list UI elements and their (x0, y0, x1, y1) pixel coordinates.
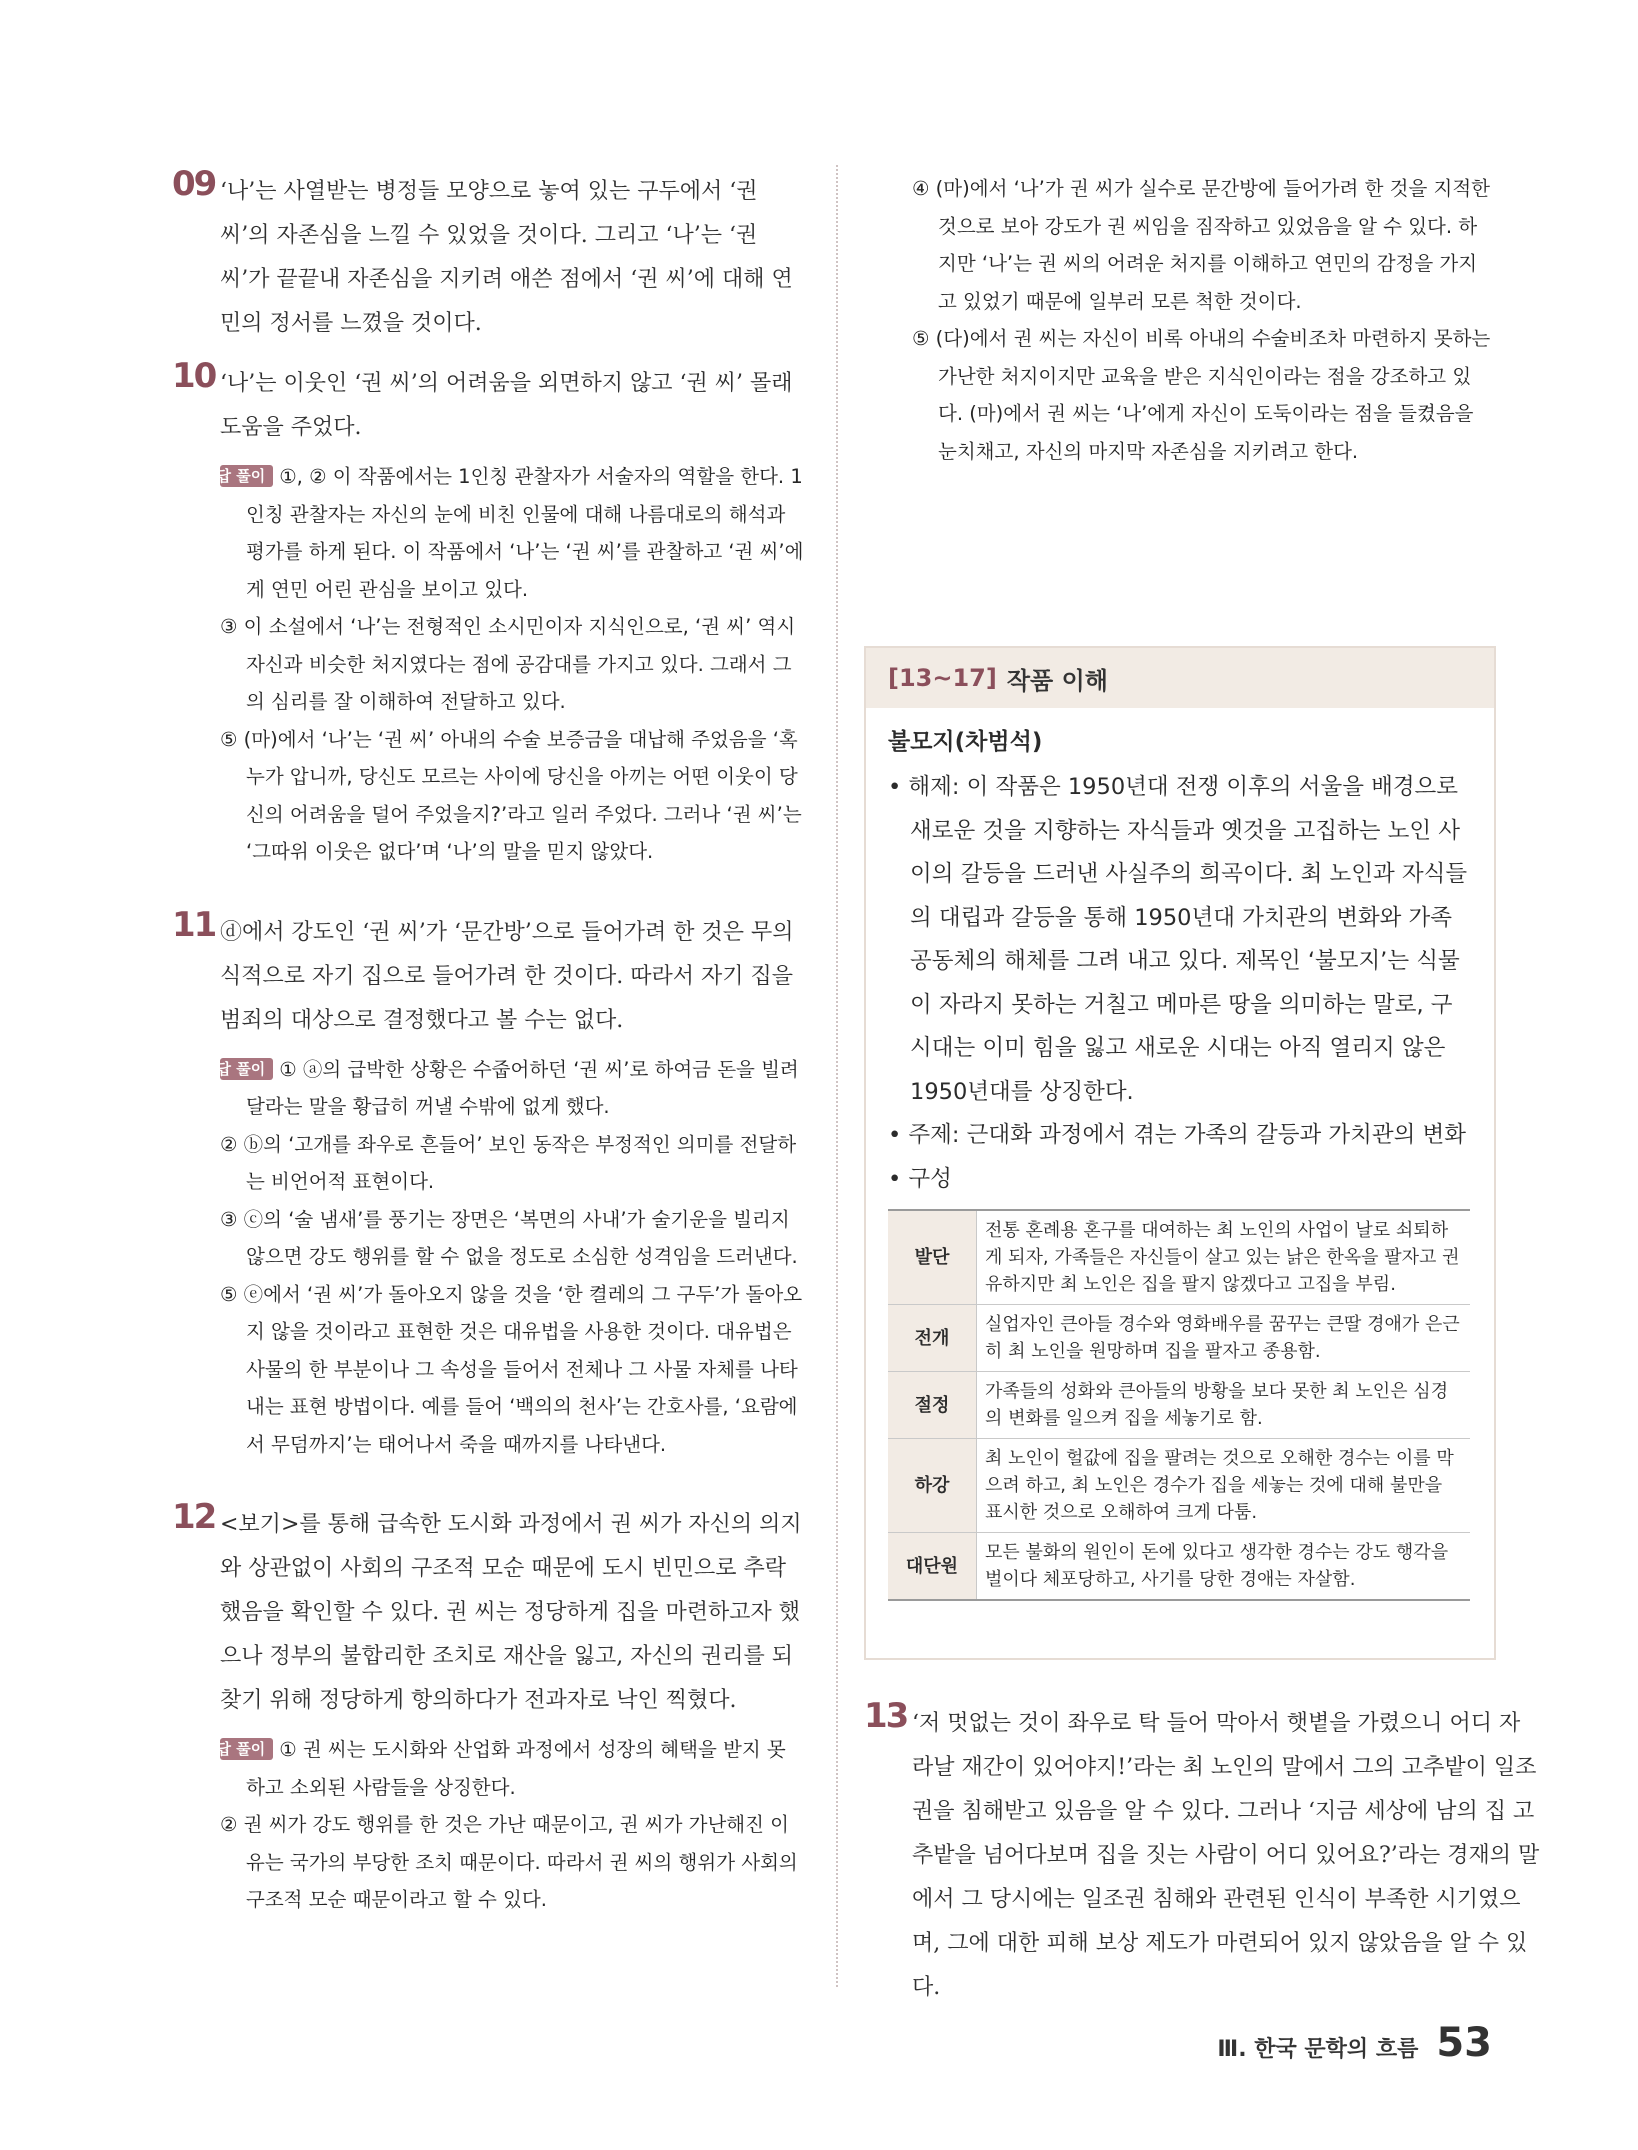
question-number: 09 (172, 164, 216, 204)
question-11 (172, 904, 804, 1464)
explanation-item: 오답 풀이 ① 권 씨는 도시화와 산업화 과정에서 성장의 혜택을 받지 못하고 소외된 사람들을 상징한다. (202, 1738, 786, 1799)
wrong-answer-badge: 오답 풀이 (220, 1738, 273, 1760)
question-number: 13 (864, 1696, 908, 1736)
question-answer: ‘나’는 이웃인 ‘권 씨’의 어려움을 외면하지 않고 ‘권 씨’ 몰래 도움을 주었다. (220, 371, 793, 440)
question-10 (172, 356, 804, 871)
explanation-item: ③ ⓒ의 ‘술 냄새’를 풍기는 장면은 ‘복면의 사내’가 술기운을 빌리지 않으면 강도 행위를 할 수 없을 정도로 소심한 성격임을 드러낸다. (220, 1207, 798, 1268)
page-footer (1217, 2020, 1492, 2066)
wrong-answer-explanation (202, 1051, 804, 1464)
explanation-item: ⑤ ⓔ에서 ‘권 씨’가 돌아오지 않을 것을 ‘한 켤레의 그 구두’가 돌아오지 않을 것이라고 표현한 것은 대유법을 사용한 것이다. 대유법은 사물의 한 부분이나 그 속성을 들어서 전체나 그 사물 자체를 나타내는 표현 방법이다. 예를 들어 ‘백의의 천사’는 간호사를, ‘요람에서 무덤까지’는 태어나서 죽을 때까지를 나타낸다. (220, 1282, 803, 1456)
question-answer: <보기>를 통해 급속한 도시화 과정에서 권 씨가 자신의 의지와 상관없이 사회의 구조적 모순 때문에 도시 빈민으로 추락했음을 확인할 수 있다. 권 씨는 정당하게 집을 마련하고자 했으나 정부의 불합리한 조치로 재산을 잃고, 자신의 권리를 되찾기 위해 정당하게 항의하다가 전과자로 낙인 찍혔다. (220, 1512, 802, 1713)
question-10-continued-explanation (912, 170, 1492, 470)
stage-name: 하강 (888, 1439, 977, 1533)
summary-range-tag: [13~17] (888, 664, 997, 692)
question-number: 12 (172, 1497, 216, 1537)
summary-structure-label: • 구성 (888, 1165, 952, 1192)
page-number: 53 (1436, 2020, 1492, 2066)
explanation-item: ② ⓑ의 ‘고개를 좌우로 흔들어’ 보인 동작은 부정적인 의미를 전달하는 비언어적 표현이다. (220, 1132, 797, 1193)
work-summary-box (864, 646, 1496, 1660)
explanation-item: ⑤ (다)에서 권 씨는 자신이 비록 아내의 수술비조차 마련하지 못하는 가난한 처지이지만 교육을 받은 지식인이라는 점을 강조하고 있다. (마)에서 권 씨는 ‘나’에게 자신이 도둑이라는 점을 들켰음을 눈치채고, 자신의 마지막 자존심을 지키려고 한다. (912, 327, 1491, 463)
summary-header (866, 648, 1494, 708)
explanation-item: 오답 풀이 ①, ② 이 작품에서는 1인칭 관찰자가 서술자의 역할을 한다. 1인칭 관찰자는 자신의 눈에 비친 인물에 대해 나름대로의 해석과 평가를 하게 된다. 이 작품에서 ‘나’는 ‘권 씨’를 관찰하고 ‘권 씨’에게 연민 어린 관심을 보이고 있다. (202, 465, 804, 601)
question-number: 11 (172, 904, 216, 945)
question-12 (172, 1497, 804, 1919)
stage-description: 모든 불화의 원인이 돈에 있다고 생각한 경수는 강도 행각을 벌이다 체포당하고, 사기를 당한 경애는 자살함. (977, 1533, 1471, 1601)
stage-description: 실업자인 큰아들 경수와 영화배우를 꿈꾸는 큰딸 경애가 은근히 최 노인을 원망하며 집을 팔자고 종용함. (977, 1305, 1471, 1372)
wrong-answer-explanation (202, 1731, 804, 1919)
table-row (888, 1439, 1470, 1533)
right-column-top (890, 170, 1492, 470)
question-13 (864, 1696, 1540, 2010)
structure-table (888, 1209, 1470, 1601)
explanation-item: ③ 이 소설에서 ‘나’는 전형적인 소시민이자 지식인으로, ‘권 씨’ 역시 자신과 비슷한 처지였다는 점에 공감대를 가지고 있다. 그래서 그의 심리를 잘 이해하여 전달하고 있다. (220, 615, 796, 713)
question-number: 10 (172, 356, 216, 396)
explanation-item: ⑤ (마)에서 ‘나’는 ‘권 씨’ 아내의 수술 보증금을 대납해 주었음을 ‘혹 누가 압니까, 당신도 모르는 사이에 당신을 아끼는 어떤 이웃이 당신의 어려움을 덜어 주었을지?’라고 일러 주었다. 그러나 ‘권 씨’는 ‘그따위 이웃은 없다’며 ‘나’의 말을 믿지 않았다. (220, 727, 802, 863)
question-answer: ‘나’는 사열받는 병정들 모양으로 놓여 있는 구두에서 ‘권 씨’의 자존심을 느낄 수 있었을 것이다. 그리고 ‘나’는 ‘권 씨’가 끝끝내 자존심을 지키려 애쓴 점에서 ‘권 씨’에 대해 연민의 정서를 느꼈을 것이다. (220, 179, 793, 336)
summary-theme: • 주제: 근대화 과정에서 겪는 가족의 갈등과 가치관의 변화 (888, 1122, 1466, 1148)
table-row (888, 1533, 1470, 1601)
column-divider (836, 165, 838, 1987)
question-answer: ⓓ에서 강도인 ‘권 씨’가 ‘문간방’으로 들어가려 한 것은 무의식적으로 자기 집으로 들어가려 한 것이다. 따라서 자기 집을 범죄의 대상으로 결정했다고 볼 수는 없다. (220, 919, 794, 1033)
table-row (888, 1372, 1470, 1439)
wrong-answer-explanation (202, 458, 804, 871)
stage-description: 가족들의 성화와 큰아들의 방황을 보다 못한 최 노인은 심경의 변화를 일으켜 집을 세놓기로 함. (977, 1372, 1471, 1439)
wrong-answer-badge: 오답 풀이 (220, 465, 273, 487)
question-09 (172, 164, 804, 340)
table-row (888, 1210, 1470, 1305)
summary-intro: • 해제: 이 작품은 1950년대 전쟁 이후의 서울을 배경으로 새로운 것을 지향하는 자식들과 옛것을 고집하는 노인 사이의 갈등을 드러낸 사실주의 희곡이다. 최 노인과 자식들의 대립과 갈등을 통해 1950년대 가치관의 변화와 가족 공동체의 해체를 그려 내고 있다. 제목인 ‘불모지’는 식물이 자라지 못하는 거칠고 메마른 땅을 의미하는 말로, 구시대는 이미 힘을 잃고 새로운 시대는 아직 열리지 않은 1950년대를 상징한다. (888, 774, 1468, 1105)
explanation-item: ② 권 씨가 강도 행위를 한 것은 가난 때문이고, 권 씨가 가난해진 이유는 국가의 부당한 조치 때문이다. 따라서 권 씨의 행위가 사회의 구조적 모순 때문이라고 할 수 있다. (220, 1813, 798, 1911)
stage-name: 전개 (888, 1305, 977, 1372)
work-title: 불모지(차범석) (888, 729, 1043, 755)
explanation-item: 오답 풀이 ① ⓐ의 급박한 상황은 수줍어하던 ‘권 씨’로 하여금 돈을 빌려 달라는 말을 황급히 꺼낼 수밖에 없게 했다. (202, 1057, 799, 1118)
explanation-item: ④ (마)에서 ‘나’가 권 씨가 실수로 문간방에 들어가려 한 것을 지적한 것으로 보아 강도가 권 씨임을 짐작하고 있었음을 알 수 있다. 하지만 ‘나’는 권 씨의 어려운 처지를 이해하고 연민의 감정을 가지고 있었기 때문에 일부러 모른 척한 것이다. (912, 177, 1491, 313)
wrong-answer-badge: 오답 풀이 (220, 1058, 273, 1080)
stage-name: 절정 (888, 1372, 977, 1439)
section-title: Ⅲ. 한국 문학의 흐름 (1217, 2037, 1419, 2062)
summary-content (866, 708, 1494, 1601)
stage-description: 최 노인이 헐값에 집을 팔려는 것으로 오해한 경수는 이를 막으려 하고, 최 노인은 경수가 집을 세놓는 것에 대해 불만을 표시한 것으로 오해하여 크게 다툼. (977, 1439, 1471, 1533)
stage-name: 발단 (888, 1210, 977, 1305)
table-row (888, 1305, 1470, 1372)
stage-description: 전통 혼례용 혼구를 대여하는 최 노인의 사업이 날로 쇠퇴하게 되자, 가족들은 자신들이 살고 있는 낡은 한옥을 팔자고 권유하지만 최 노인은 집을 팔지 않겠다고 고집을 부림. (977, 1210, 1471, 1305)
stage-name: 대단원 (888, 1533, 977, 1601)
left-column (172, 164, 804, 1919)
summary-heading: 작품 이해 (1006, 666, 1108, 695)
question-answer: ‘저 멋없는 것이 좌우로 탁 들어 막아서 햇볕을 가렸으니 어디 자라날 재간이 있어야지!’라는 최 노인의 말에서 그의 고추밭이 일조권을 침해받고 있음을 알 수 있다. 그러나 ‘지금 세상에 남의 집 고추밭을 넘어다보며 집을 짓는 사람이 어디 있어요?’라는 경재의 말에서 그 당시에는 일조권 침해와 관련된 인식이 부족한 시기였으며, 그에 대한 피해 보상 제도가 마련되어 있지 않았음을 알 수 있다. (912, 1711, 1540, 2000)
